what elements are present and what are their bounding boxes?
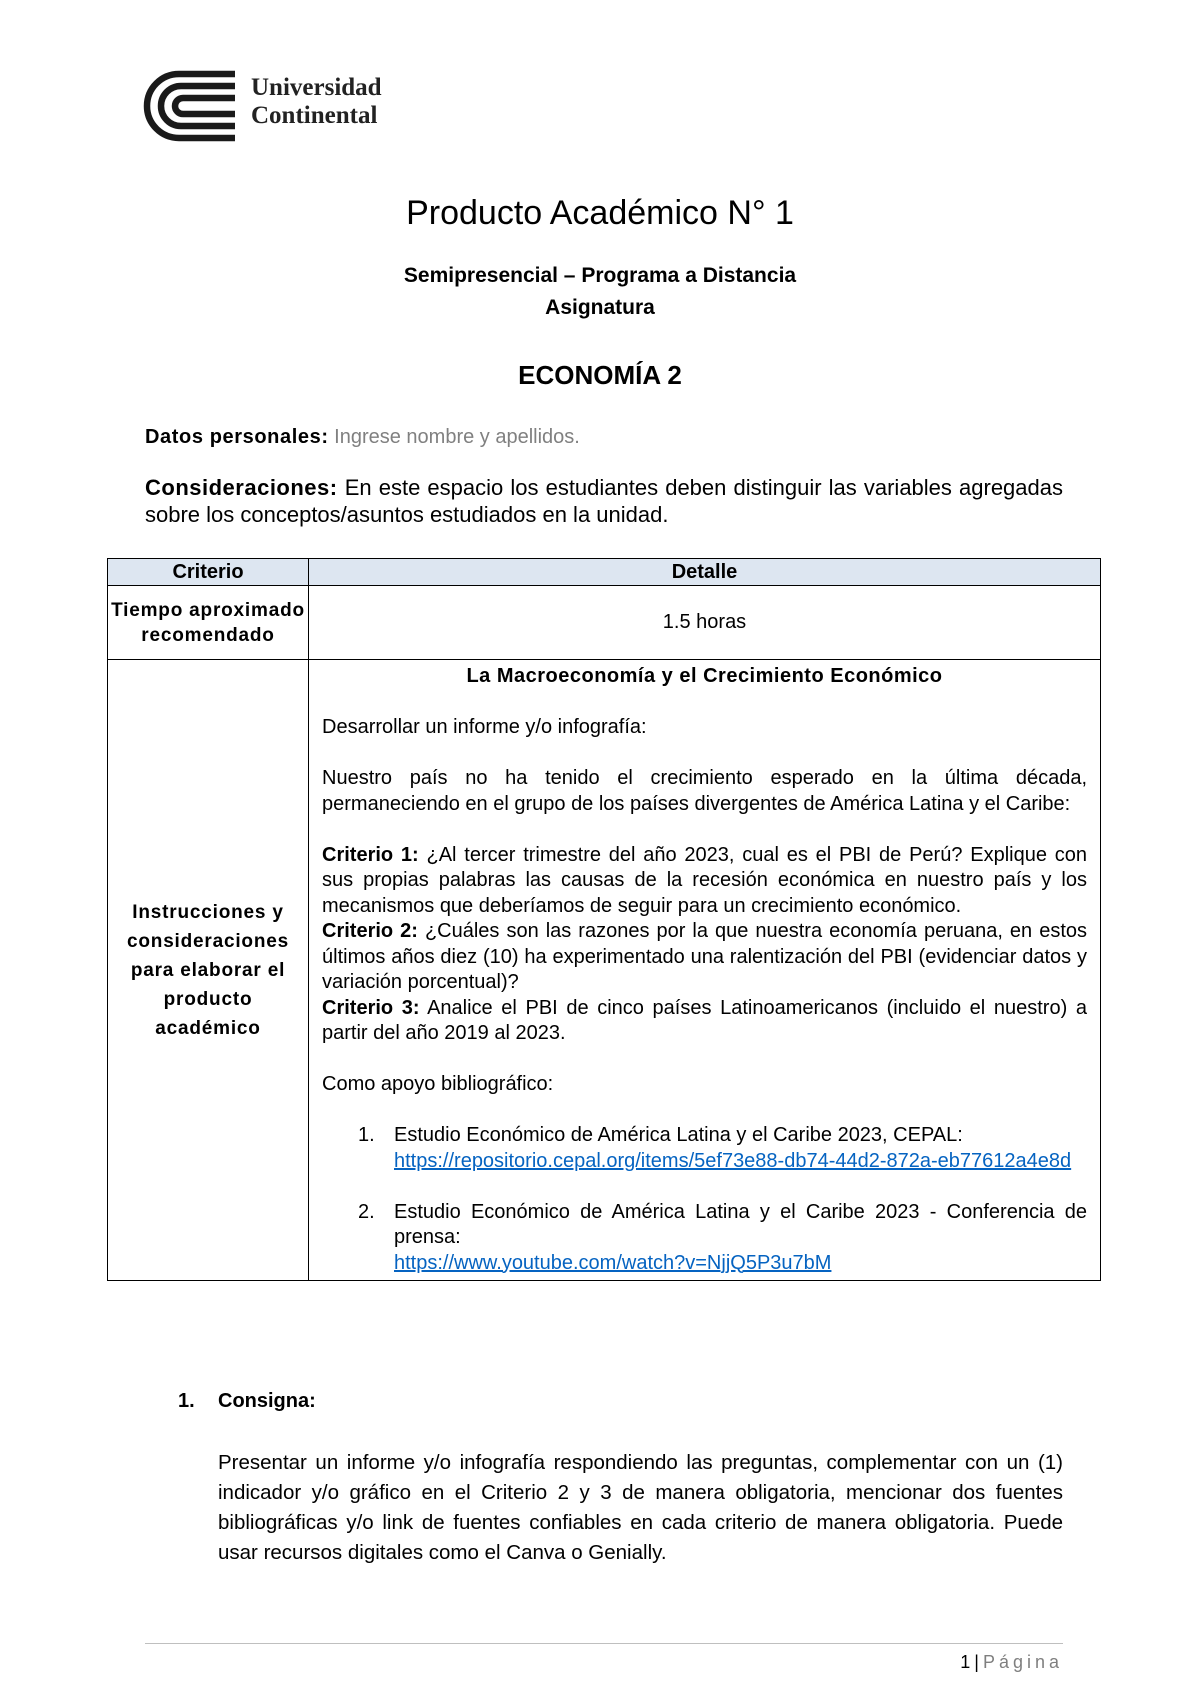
consigna-heading bbox=[178, 1390, 316, 1413]
reference-link-youtube[interactable]: https://www.youtube.com/watch?v=NjjQ5P3u7bM bbox=[394, 1251, 832, 1274]
logo-line-2: Continental bbox=[251, 102, 378, 129]
footer-divider bbox=[145, 1643, 1063, 1644]
course-name: ECONOMÍA 2 bbox=[518, 360, 682, 390]
reference-item bbox=[358, 1200, 1087, 1277]
tiempo-label: Tiempo aproximado recomendado bbox=[108, 586, 309, 660]
instrucciones-label: Instrucciones y consideraciones para elaborar el producto académico bbox=[108, 660, 309, 1281]
reference-number: 1. bbox=[358, 1124, 375, 1146]
subtitle-asignatura: Asignatura bbox=[545, 296, 655, 319]
criterio-1-label: Criterio 1: bbox=[322, 843, 419, 866]
instrucciones-detail bbox=[309, 660, 1101, 1281]
considerations bbox=[145, 474, 1063, 528]
table-row-instrucciones bbox=[108, 660, 1101, 1281]
considerations-text: En este espacio los estudiantes deben distinguir las variables agregadas sobre los conceptos/asuntos estudiados en la unidad. bbox=[145, 475, 1063, 527]
instrucciones-context: Nuestro país no ha tenido el crecimiento esperado en la última década, permaneciendo en el grupo de los países divergentes de América Latina y el Caribe: bbox=[322, 767, 1087, 815]
reference-item bbox=[358, 1123, 1087, 1174]
criteria-table bbox=[107, 558, 1101, 1281]
table-header-row bbox=[108, 559, 1101, 586]
header-criterio: Criterio bbox=[108, 559, 309, 586]
tiempo-value: 1.5 horas bbox=[309, 586, 1101, 660]
criterio-3 bbox=[322, 996, 1087, 1047]
consigna-text: Presentar un informe y/o infografía respondiendo las preguntas, complementar con un (1) indicador y/o gráfico en el Criterio 2 y 3 de manera obligatoria, mencionar dos fuentes bibliográficas y/o link de fuentes confiables en cada criterio de manera obligatoria. Puede usar recursos digitales como el Canva o Genially. bbox=[218, 1451, 1063, 1564]
page-word: Página bbox=[982, 1652, 1063, 1672]
considerations-label: Consideraciones: bbox=[145, 475, 338, 500]
criterio-2-label: Criterio 2: bbox=[322, 920, 418, 942]
apoyo-bibliografico: Como apoyo bibliográfico: bbox=[322, 1073, 554, 1095]
name-placeholder[interactable]: Ingrese nombre y apellidos. bbox=[334, 426, 580, 448]
personal-data bbox=[145, 426, 580, 449]
subtitle-modality: Semipresencial – Programa a Distancia bbox=[403, 264, 797, 287]
personal-data-label: Datos personales: bbox=[145, 426, 329, 448]
criterio-3-label: Criterio 3: bbox=[322, 996, 420, 1019]
page-footer bbox=[960, 1652, 1063, 1673]
logo-line-1: Universidad bbox=[251, 74, 382, 101]
logo-wordmark bbox=[251, 74, 382, 130]
criterio-3-text: Analice el PBI de cinco países Latinoamericanos (incluido el nuestro) a partir del año 2019 al 2023. bbox=[322, 996, 1087, 1044]
footer-separator: | bbox=[974, 1652, 979, 1672]
reference-link-cepal[interactable]: https://repositorio.cepal.org/items/5ef73e88-db74-44d2-872a-eb77612a4e8d bbox=[394, 1149, 1072, 1172]
table-row-tiempo bbox=[108, 586, 1101, 660]
instrucciones-intro: Desarrollar un informe y/o infografía: bbox=[322, 716, 647, 738]
reference-title: Estudio Económico de América Latina y el Caribe 2023, CEPAL: bbox=[394, 1124, 963, 1146]
criterio-1-text: ¿Al tercer trimestre del año 2023, cual es el PBI de Perú? Explique con sus propias palabras las causas de la recesión económica en nuestro país y los mecanismos que deberíamos de seguir para un crecimiento económico. bbox=[322, 843, 1087, 917]
consigna-number: 1. bbox=[178, 1390, 195, 1412]
criterio-2-text: ¿Cuáles son las razones por la que nuestra economía peruana, en estos últimos años diez (10) ha experimentado una ralentización del PBI (evidenciar datos y variación porcentual)? bbox=[322, 920, 1087, 993]
document-title: Producto Académico N° 1 bbox=[406, 194, 794, 232]
reference-title: Estudio Económico de América Latina y el Caribe 2023 - Conferencia de prensa: bbox=[394, 1200, 1087, 1248]
criterio-2 bbox=[322, 919, 1087, 996]
criterio-1 bbox=[322, 843, 1087, 920]
header-detalle: Detalle bbox=[309, 559, 1101, 586]
consigna-title: Consigna: bbox=[218, 1390, 316, 1412]
reference-number: 2. bbox=[358, 1200, 375, 1223]
instrucciones-heading: La Macroeconomía y el Crecimiento Económico bbox=[466, 665, 943, 687]
page-number: 1 bbox=[960, 1652, 971, 1672]
